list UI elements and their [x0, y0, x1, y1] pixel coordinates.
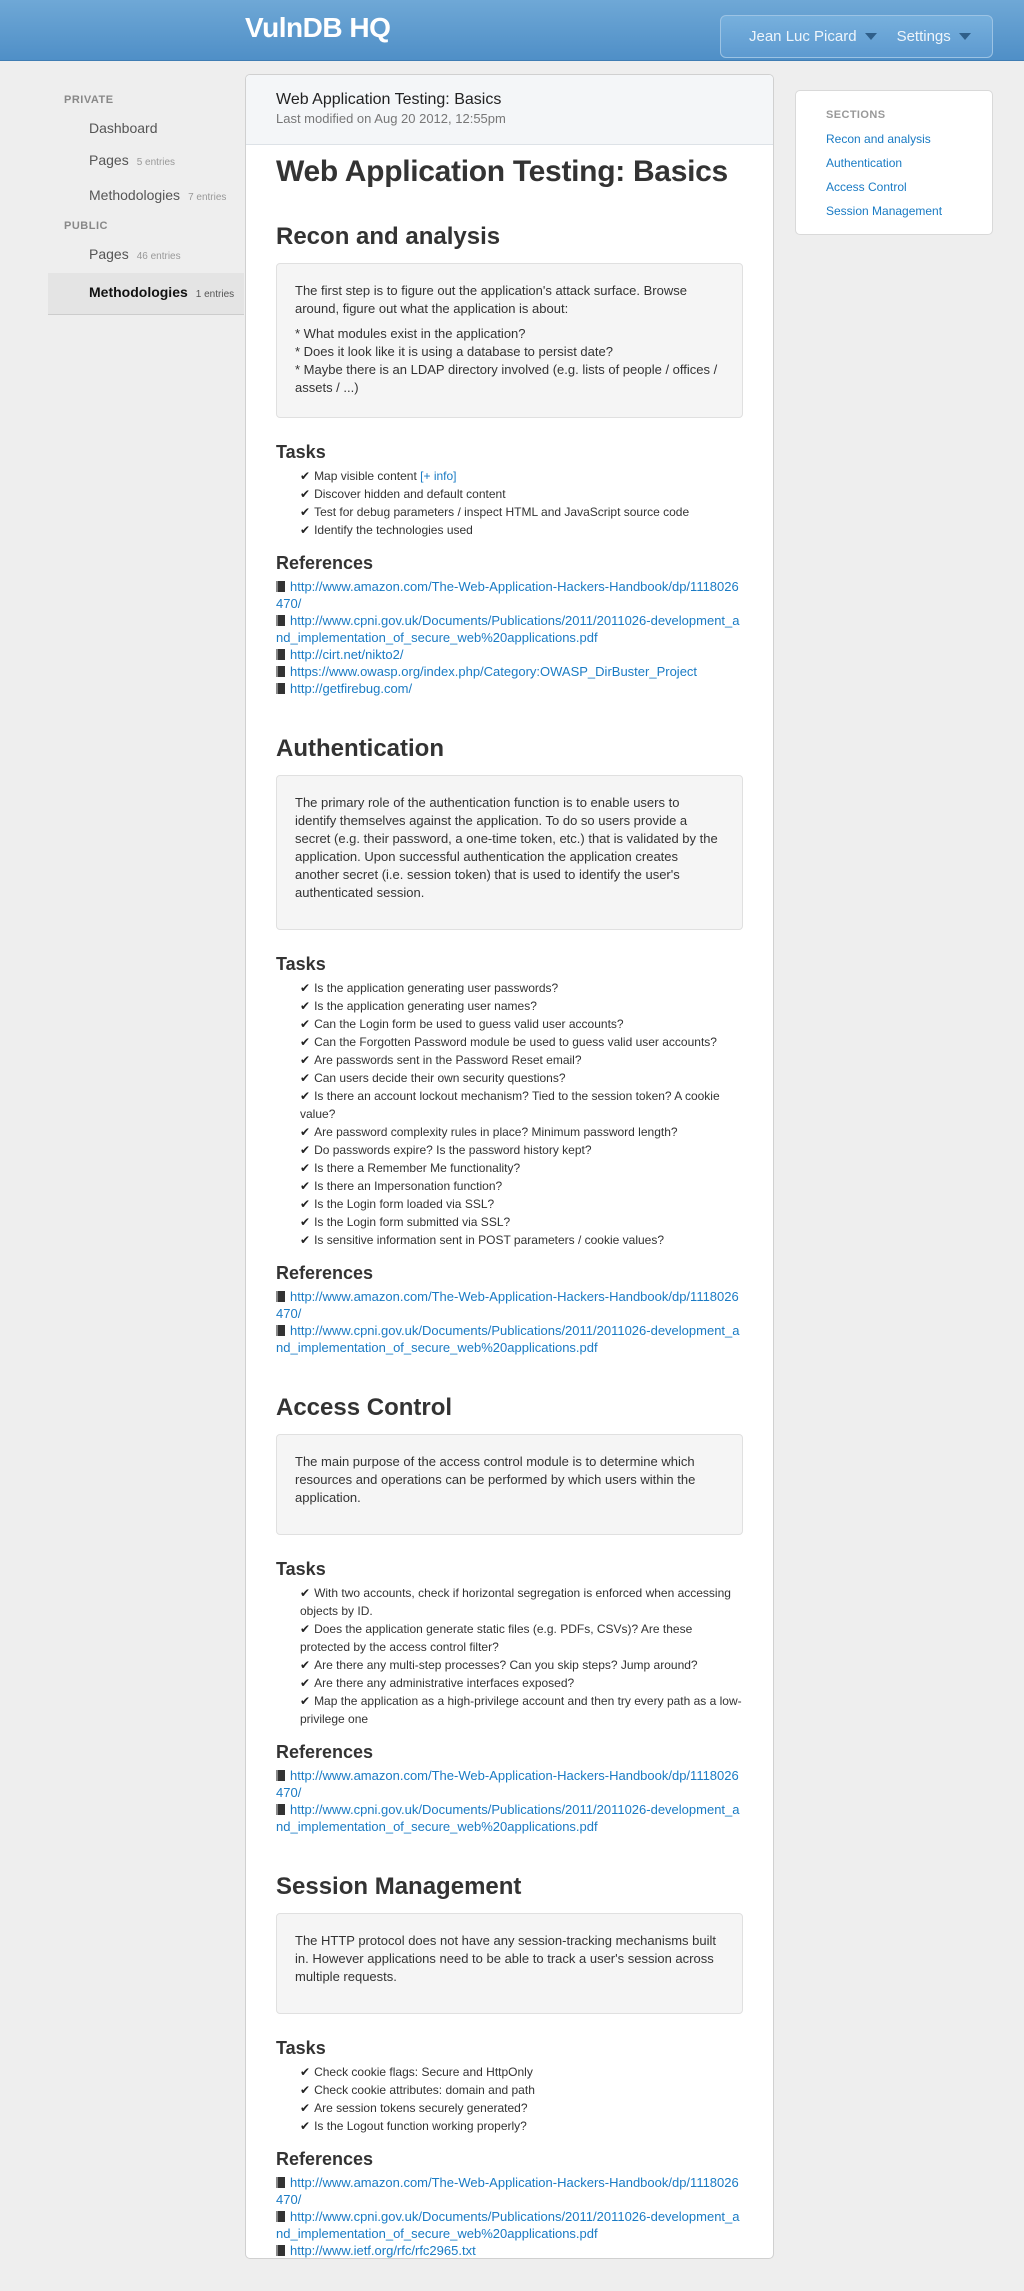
panel-title: Web Application Testing: Basics [276, 91, 502, 108]
task-text: Is there an Impersonation function? [314, 1179, 503, 1193]
task-text: Map the application as a high-privilege account and then try every path as a low-privilege one [300, 1694, 742, 1726]
task-text: Is sensitive information sent in POST parameters / cookie values? [314, 1233, 665, 1247]
tasks-heading: Tasks [276, 2038, 326, 2058]
tasks-heading: Tasks [276, 954, 326, 974]
check-icon: ✔ [300, 1179, 311, 1193]
reference-link[interactable]: http://cirt.net/nikto2/ [290, 647, 404, 662]
task-text: Are there any administrative interfaces exposed? [314, 1676, 575, 1690]
book-icon [276, 1325, 285, 1336]
caret-down-icon [959, 33, 971, 40]
reference-item [276, 663, 743, 680]
task-item [300, 997, 743, 1015]
task-item [300, 1177, 743, 1195]
section-description [276, 775, 743, 930]
sidebar-section-private: PRIVATE [64, 94, 114, 106]
entry-count: 7 entries [188, 192, 227, 203]
task-item [300, 1159, 743, 1177]
book-icon [276, 649, 285, 660]
tasks-heading: Tasks [276, 442, 326, 462]
sidebar-item-public-pages[interactable] [48, 238, 244, 273]
reference-link[interactable]: http://www.cpni.gov.uk/Documents/Publications/2011/2011026-development_and_implementation_of_secure_web%20applications.pdf [276, 2209, 740, 2241]
description-bullet: * What modules exist in the application? [295, 326, 526, 341]
references-heading: References [276, 1742, 374, 1762]
reference-item [276, 612, 743, 646]
section-2 [276, 1394, 743, 1835]
task-item [300, 1051, 743, 1069]
sidebar-item-private-pages[interactable] [48, 144, 244, 179]
task-item [300, 1087, 743, 1123]
sections-toc [795, 90, 993, 235]
task-text: Is the Login form submitted via SSL? [314, 1215, 511, 1229]
description-text: The main purpose of the access control module is to determine which resources and operations can be performed by which users within the application. [295, 1454, 696, 1505]
methodology-panel [245, 74, 774, 2259]
entry-count: 1 entries [195, 289, 235, 300]
reference-link[interactable]: https://www.owasp.org/index.php/Category:OWASP_DirBuster_Project [290, 664, 698, 679]
check-icon: ✔ [300, 1071, 311, 1085]
sidebar-section-public: PUBLIC [64, 220, 108, 232]
reference-item [276, 578, 743, 612]
reference-item [276, 1322, 743, 1356]
task-item [300, 1123, 743, 1141]
reference-item [276, 646, 743, 663]
sidebar-nav [48, 88, 244, 315]
task-item [300, 1692, 743, 1728]
check-icon: ✔ [300, 981, 311, 995]
task-text: Is there a Remember Me functionality? [314, 1161, 521, 1175]
check-icon: ✔ [300, 1676, 311, 1690]
description-bullet: * Does it look like it is using a database to persist date? [295, 344, 613, 359]
check-icon: ✔ [300, 2101, 311, 2115]
task-text: Are session tokens securely generated? [314, 2101, 528, 2115]
task-text: Is the application generating user names? [314, 999, 537, 1013]
book-icon [276, 2211, 285, 2222]
task-text: Do passwords expire? Is the password history kept? [314, 1143, 592, 1157]
reference-item [276, 2174, 743, 2208]
task-item [300, 1231, 743, 1249]
reference-item [276, 1801, 743, 1835]
reference-item [276, 2242, 743, 2259]
task-list [276, 2063, 743, 2135]
task-item [300, 1213, 743, 1231]
reference-link[interactable]: http://www.cpni.gov.uk/Documents/Publications/2011/2011026-development_and_implementation_of_secure_web%20applications.pdf [276, 1802, 740, 1834]
check-icon: ✔ [300, 1622, 311, 1636]
task-text: Test for debug parameters / inspect HTML and JavaScript source code [314, 505, 690, 519]
section-heading: Session Management [276, 1873, 522, 1900]
check-icon: ✔ [300, 2083, 311, 2097]
task-text: Is the application generating user passwords? [314, 981, 559, 995]
user-dropdown-label: Jean Luc Picard [749, 28, 857, 45]
sidebar-item-label: Methodologies [89, 284, 188, 300]
tasks-heading: Tasks [276, 1559, 326, 1579]
task-text: Are passwords sent in the Password Reset email? [314, 1053, 582, 1067]
check-icon: ✔ [300, 505, 311, 519]
toc-link-recon[interactable]: Recon and analysis [826, 132, 931, 146]
task-text: Can the Forgotten Password module be used to guess valid user accounts? [314, 1035, 717, 1049]
task-text: Check cookie flags: Secure and HttpOnly [314, 2065, 533, 2079]
sidebar-item-dashboard[interactable] [48, 112, 244, 144]
task-item [300, 2099, 743, 2117]
task-item [300, 1015, 743, 1033]
task-list [276, 979, 743, 1249]
task-list [276, 1584, 743, 1728]
task-item [300, 2117, 743, 2135]
panel-header [246, 75, 773, 145]
references-heading: References [276, 553, 374, 573]
description-text: The HTTP protocol does not have any session-tracking mechanisms built in. However applications need to be able to track a user's session across multiple requests. [295, 1933, 717, 1984]
task-text: Discover hidden and default content [314, 487, 506, 501]
task-item [300, 1674, 743, 1692]
book-icon [276, 1291, 285, 1302]
reference-link[interactable]: http://www.amazon.com/The-Web-Application-Hackers-Handbook/dp/1118026470/ [276, 1768, 739, 1800]
book-icon [276, 683, 285, 694]
check-icon: ✔ [300, 1694, 311, 1708]
book-icon [276, 2177, 285, 2188]
more-info-link[interactable]: [+ info] [420, 469, 457, 483]
check-icon: ✔ [300, 999, 311, 1013]
task-text: Are password complexity rules in place? Minimum password length? [314, 1125, 678, 1139]
section-3 [276, 1873, 743, 2259]
reference-link[interactable]: http://www.cpni.gov.uk/Documents/Publications/2011/2011026-development_and_implementation_of_secure_web%20applications.pdf [276, 1323, 740, 1355]
entry-count: 5 entries [136, 157, 176, 168]
sidebar-item-private-methodologies[interactable] [48, 179, 244, 214]
section-heading: Authentication [276, 735, 444, 762]
references-heading: References [276, 2149, 374, 2169]
sidebar-item-public-methodologies[interactable] [48, 273, 244, 315]
book-icon [276, 615, 285, 626]
check-icon: ✔ [300, 1586, 311, 1600]
check-icon: ✔ [300, 1053, 311, 1067]
book-icon [276, 666, 285, 677]
toc-link-authentication[interactable]: Authentication [826, 156, 903, 170]
task-item [300, 1141, 743, 1159]
check-icon: ✔ [300, 487, 311, 501]
reference-list [276, 578, 743, 697]
check-icon: ✔ [300, 1161, 311, 1175]
check-icon: ✔ [300, 1658, 311, 1672]
task-text: Is the Login form loaded via SSL? [314, 1197, 495, 1211]
book-icon [276, 1770, 285, 1781]
task-text: Is the Logout function working properly? [314, 2119, 527, 2133]
task-text: With two accounts, check if horizontal segregation is enforced when accessing objects by ID. [300, 1586, 731, 1618]
task-item [300, 485, 743, 503]
section-0 [276, 223, 743, 697]
reference-list [276, 2174, 743, 2259]
user-dropdown[interactable] [749, 28, 877, 45]
check-icon: ✔ [300, 2119, 311, 2133]
reference-link[interactable]: http://getfirebug.com/ [290, 681, 413, 696]
section-description [276, 1913, 743, 2014]
reference-link[interactable]: http://www.amazon.com/The-Web-Application-Hackers-Handbook/dp/1118026470/ [276, 2175, 739, 2207]
task-item [300, 1584, 743, 1620]
section-description [276, 263, 743, 418]
book-icon [276, 581, 285, 592]
last-modified: Last modified on Aug 20 2012, 12:55pm [276, 111, 506, 126]
task-list [276, 467, 743, 539]
reference-list [276, 1288, 743, 1356]
reference-link[interactable]: http://www.ietf.org/rfc/rfc2965.txt [290, 2243, 476, 2258]
settings-dropdown-label: Settings [896, 28, 951, 45]
document-title: Web Application Testing: Basics [276, 155, 728, 188]
reference-link[interactable]: http://www.amazon.com/The-Web-Application-Hackers-Handbook/dp/1118026470/ [276, 579, 739, 611]
check-icon: ✔ [300, 2065, 311, 2079]
task-item [300, 2081, 743, 2099]
description-text: The primary role of the authentication function is to enable users to identify themselves against the application. To do so users provide a secret (e.g. their password, a one-time token, etc.) that is validated by the application. Upon successful authentication the application creates another secret (i.e. session token) that is used to identify the user's authenticated session. [295, 795, 718, 900]
description-text: The first step is to figure out the application's attack surface. Browse around, figure out what the application is about: [295, 283, 687, 316]
book-icon [276, 1804, 285, 1815]
task-item [300, 2063, 743, 2081]
caret-down-icon [865, 33, 877, 40]
task-text: Check cookie attributes: domain and path [314, 2083, 535, 2097]
sidebar-item-label: Pages [89, 152, 129, 168]
toc-heading: SECTIONS [826, 109, 886, 121]
task-text: Can the Login form be used to guess valid user accounts? [314, 1017, 624, 1031]
description-bullet: * Maybe there is an LDAP directory involved (e.g. lists of people / offices / assets / ...) [295, 362, 718, 395]
settings-dropdown[interactable] [897, 28, 971, 45]
reference-list [276, 1767, 743, 1835]
sidebar-item-label: Methodologies [89, 187, 181, 203]
task-text: Are there any multi-step processes? Can you skip steps? Jump around? [314, 1658, 698, 1672]
check-icon: ✔ [300, 1125, 311, 1139]
sidebar-item-label: Pages [89, 246, 129, 262]
reference-item [276, 1767, 743, 1801]
check-icon: ✔ [300, 1197, 311, 1211]
reference-item [276, 680, 743, 697]
check-icon: ✔ [300, 469, 311, 483]
task-item [300, 1620, 743, 1656]
task-text: Does the application generate static files (e.g. PDFs, CSVs)? Are these protected by the access control filter? [300, 1622, 693, 1654]
user-menu-bar [720, 15, 993, 58]
section-heading: Recon and analysis [276, 223, 501, 250]
task-item [300, 979, 743, 997]
reference-item [276, 1288, 743, 1322]
entry-count: 46 entries [136, 251, 181, 262]
check-icon: ✔ [300, 1035, 311, 1049]
reference-item [276, 2208, 743, 2242]
document-body [246, 145, 773, 2259]
check-icon: ✔ [300, 1089, 311, 1103]
task-item [300, 1656, 743, 1674]
book-icon [276, 2245, 285, 2256]
section-1 [276, 735, 743, 1356]
top-navbar [0, 0, 1024, 61]
task-item [300, 503, 743, 521]
toc-link-access-control[interactable]: Access Control [826, 180, 907, 194]
toc-link-session-management[interactable]: Session Management [826, 204, 943, 218]
task-text: Can users decide their own security questions? [314, 1071, 566, 1085]
task-text: Is there an account lockout mechanism? Tied to the session token? A cookie value? [300, 1089, 720, 1121]
sidebar-item-label: Dashboard [89, 120, 158, 136]
check-icon: ✔ [300, 1233, 311, 1247]
task-item [300, 467, 743, 485]
check-icon: ✔ [300, 1017, 311, 1031]
references-heading: References [276, 1263, 374, 1283]
section-description [276, 1434, 743, 1535]
task-item [300, 521, 743, 539]
task-text: Identify the technologies used [314, 523, 473, 537]
check-icon: ✔ [300, 1215, 311, 1229]
task-text: Map visible content [314, 469, 417, 483]
check-icon: ✔ [300, 523, 311, 537]
task-item [300, 1033, 743, 1051]
brand-logo[interactable]: VulnDB HQ [245, 12, 391, 43]
task-item [300, 1195, 743, 1213]
section-heading: Access Control [276, 1394, 453, 1421]
task-item [300, 1069, 743, 1087]
check-icon: ✔ [300, 1143, 311, 1157]
reference-link[interactable]: http://www.cpni.gov.uk/Documents/Publications/2011/2011026-development_and_implementation_of_secure_web%20applications.pdf [276, 613, 740, 645]
reference-link[interactable]: http://www.amazon.com/The-Web-Application-Hackers-Handbook/dp/1118026470/ [276, 1289, 739, 1321]
